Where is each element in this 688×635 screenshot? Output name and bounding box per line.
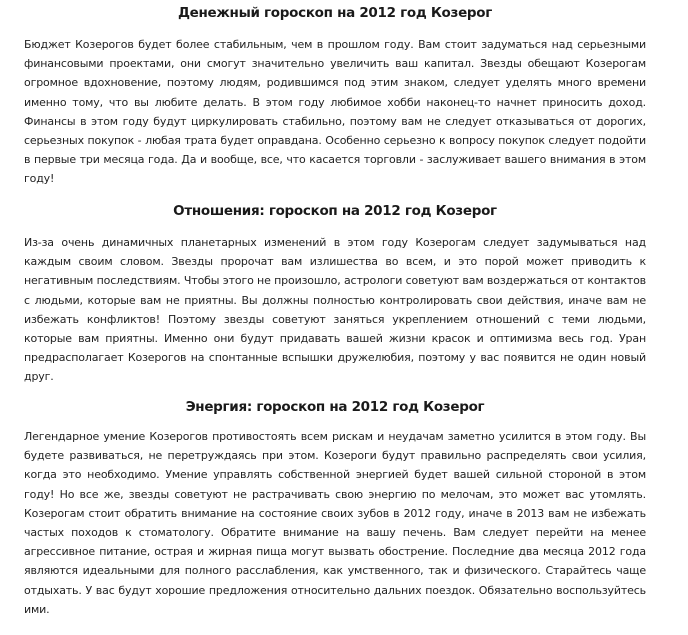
- section-heading-energy: Энергия: гороскоп на 2012 год Козерог: [185, 399, 485, 415]
- section-heading-relationships: Отношения: гороскоп на 2012 год Козерог: [173, 203, 497, 219]
- section-text-energy: Легендарное умение Козерогов противостоять всем рискам и неудачам заметно усилится в этом году. Вы будете развиваться, не перетруждаясь при этом. Козероги будут правильно распределять свои усилия, когда это необходимо. Умение управлять собственной энергией будет вашей сильной стороной в этом году! Но все же, звезды советуют не растрачивать свою энергию по мелочам, это может вас утомлять. Козерогам стоит обратить внимание на состояние своих зубов в 2012 году, иначе в 2013 вам не избежать частых походов к стоматологу. Обратите внимание на вашу печень. Вам следует перейти на менее агрессивное питание, острая и жирная пища могут вызвать обострение. Последние два месяца 2012 года являются идеальными для полного расслабления, как умственного, так и физического. Старайтесь чаще отдыхать. У вас будут хорошие предложения относительно дальних поездок. Обязательно воспользуйтесь ими.: [24, 430, 646, 616]
- section-heading-money: Денежный гороскоп на 2012 год Козерог: [177, 5, 493, 21]
- section-text-relationships: Из-за очень динамичных планетарных изменений в этом году Козерогам следует задумываться над каждым своим словом. Звезды пророчат вам излишества во всем, и это порой может приводить к негативным последствиям. Чтобы этого не произошло, астрологи советуют вам воздержаться от контактов с людьми, которые вам не приятны. Вы должны полностью контролировать свои действия, иначе вам не избежать конфликтов! Поэтому звезды советуют заняться укреплением отношений с теми людьми, которые вам приятны. Именно они будут придавать вашей жизни красок и оптимизма весь год. Уран предрасполагает Козерогов на спонтанные вспышки дружелюбия, поэтому у вас появится не один новый друг.: [24, 236, 646, 384]
- section-text-money: Бюджет Козерогов будет более стабильным, чем в прошлом году. Вам стоит задуматься над серьезными финансовыми проектами, они смогут значительно увеличить ваш капитал. Звезды обещают Козерогам огромное вдохновение, поэтому людям, родившимся под этим знаком, следует уделять много времени именно тому, что вы любите делать. В этом году любимое хобби наконец-то начнет приносить доход. Финансы в этом году будут циркулировать стабильно, поэтому вам не следует отказываться от дорогих, серьезных покупок - любая трата будет оправдана. Особенно серьезно к вопросу покупок следует подойти в первые три месяца года. Да и вообще, все, что касается торговли - заслуживает вашего внимания в этом году!: [24, 38, 646, 186]
